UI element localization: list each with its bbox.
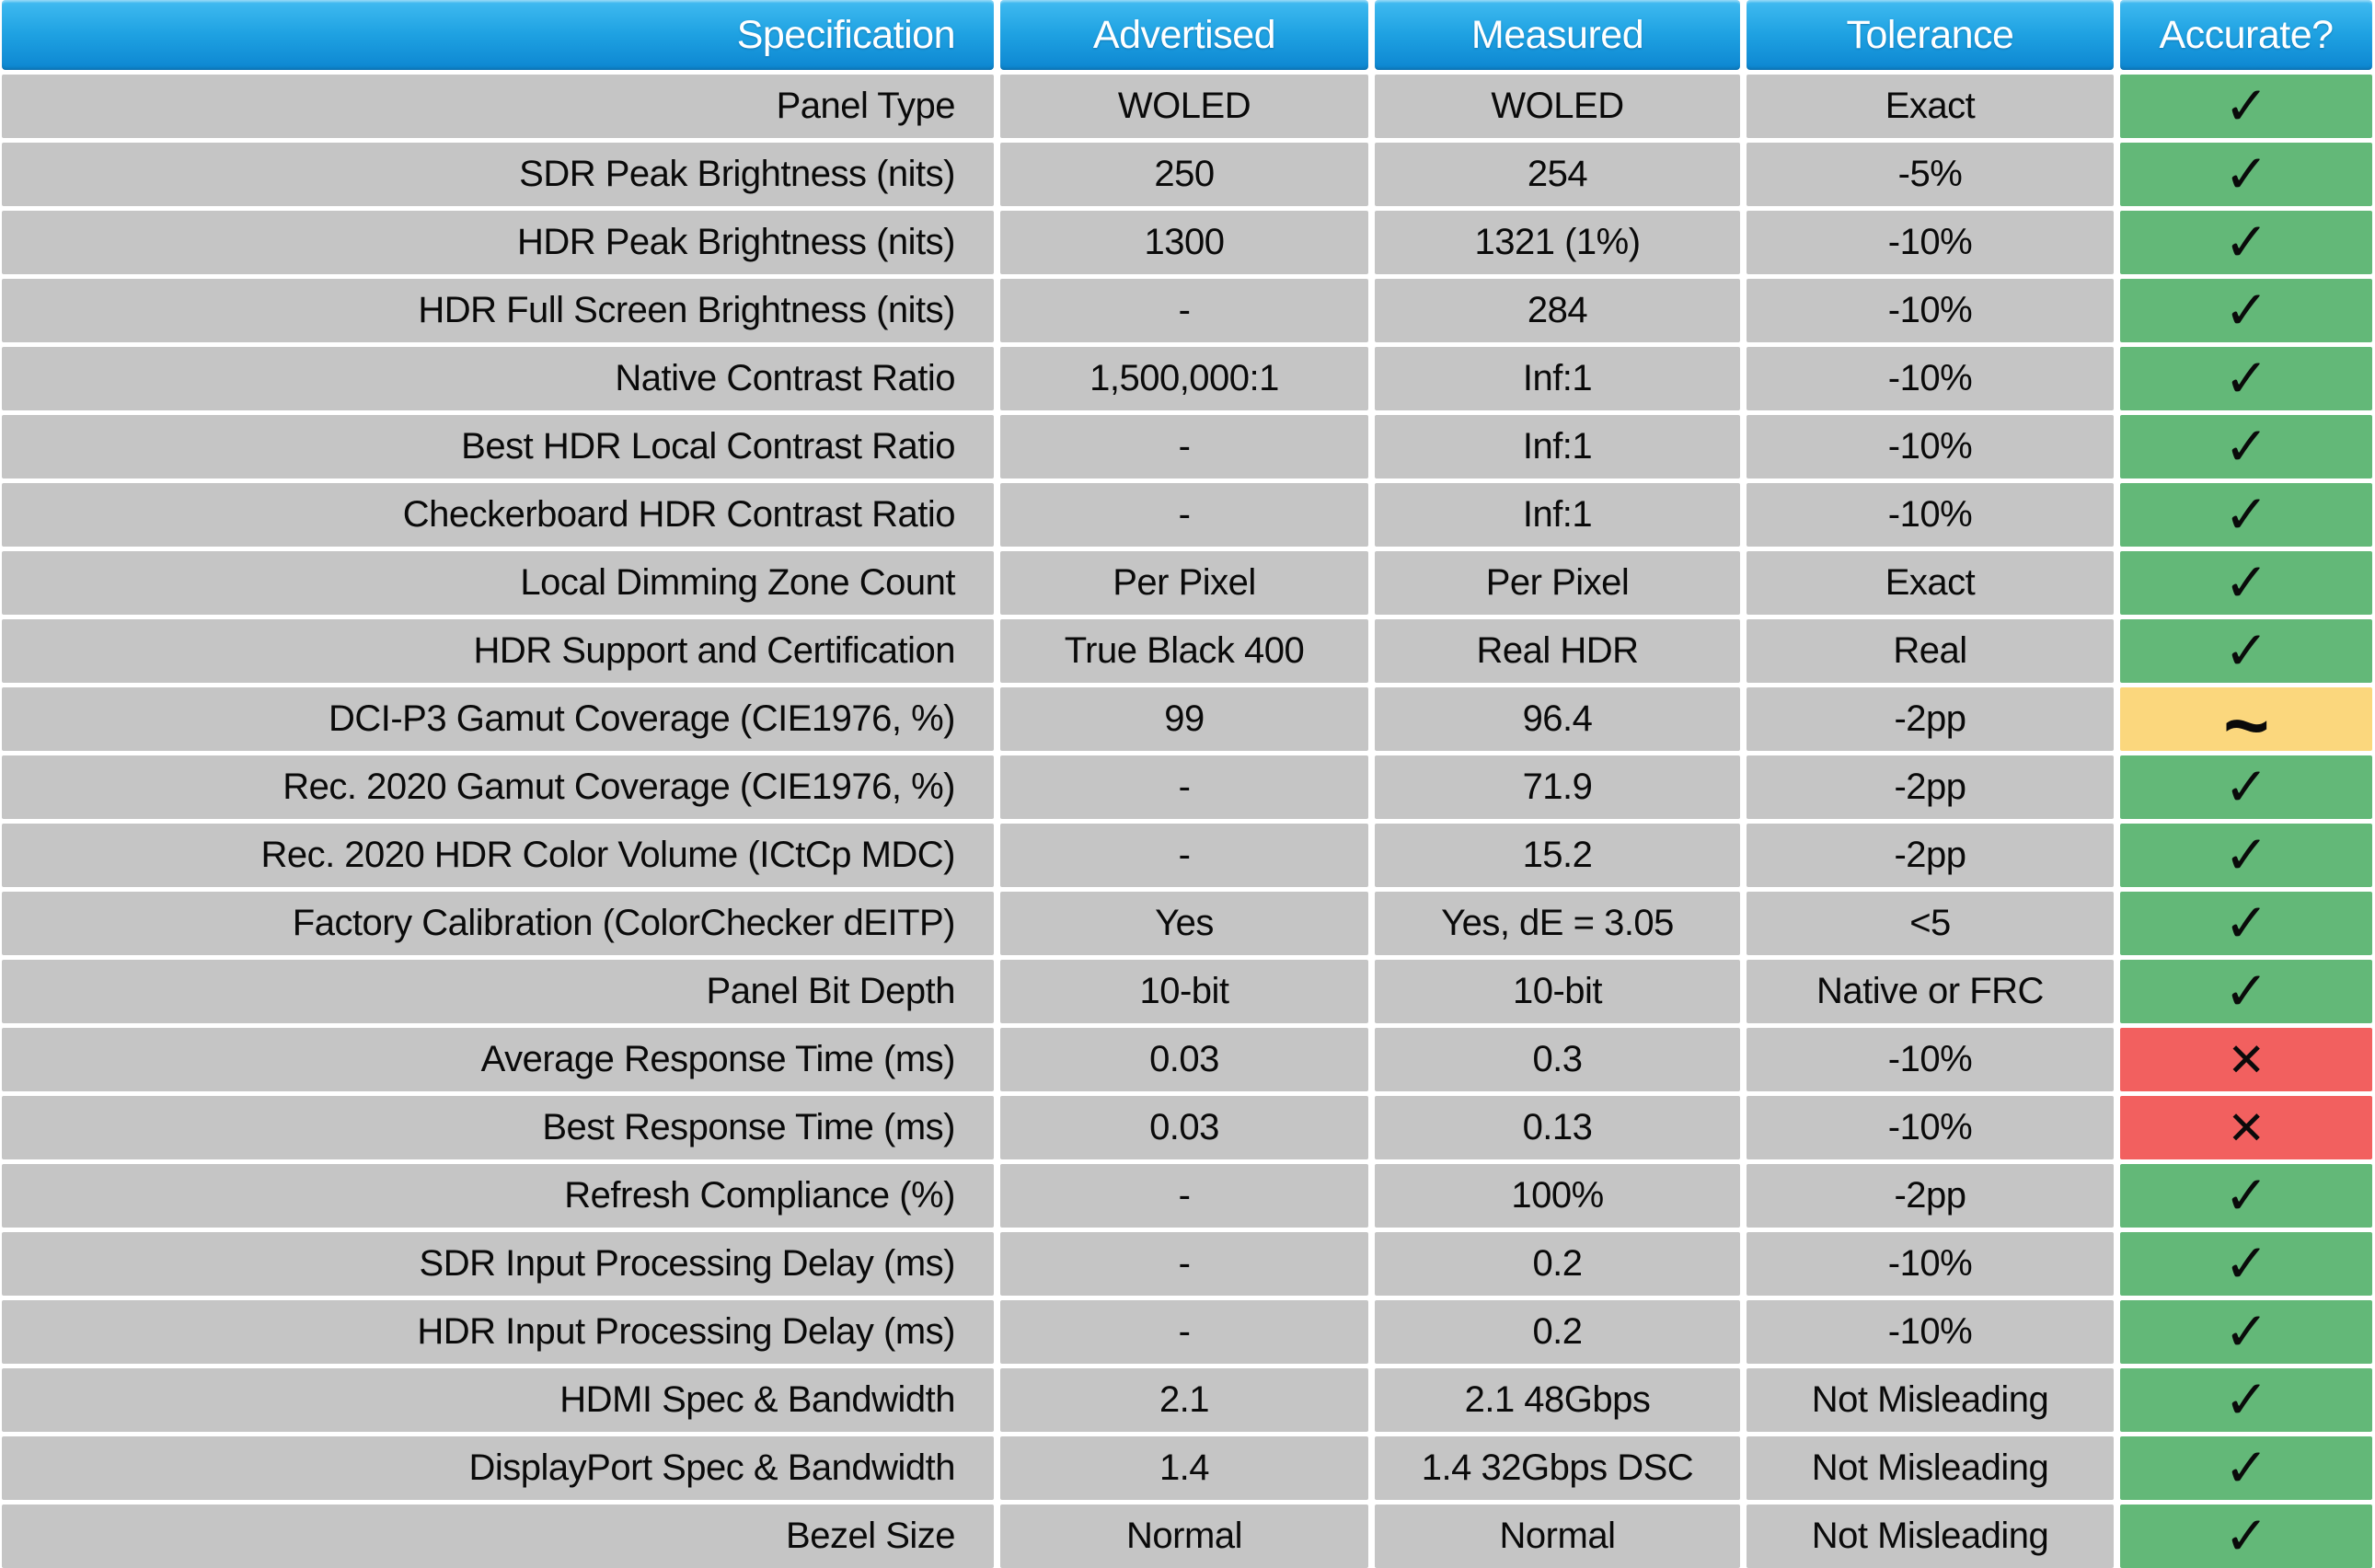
accurate-cell	[2120, 1232, 2372, 1296]
accurate-cell	[2120, 619, 2372, 683]
advertised-cell: -	[1000, 824, 1368, 887]
accurate-cell	[2120, 1368, 2372, 1432]
advertised-cell: -	[1000, 1300, 1368, 1364]
table-row	[2, 1232, 2373, 1296]
spec-cell: Rec. 2020 HDR Color Volume (ICtCp MDC)	[2, 824, 994, 887]
check-icon: ✓	[2223, 1369, 2269, 1430]
spec-cell: SDR Peak Brightness (nits)	[2, 143, 994, 206]
table-row	[2, 75, 2373, 138]
tolerance-cell: <5	[1747, 892, 2114, 955]
tolerance-cell: Native or FRC	[1747, 960, 2114, 1023]
spec-cell: Bezel Size	[2, 1505, 994, 1568]
spec-cell: Rec. 2020 Gamut Coverage (CIE1976, %)	[2, 755, 994, 819]
accurate-cell	[2120, 211, 2372, 274]
tolerance-cell: -2pp	[1747, 1164, 2114, 1228]
check-icon: ✓	[2223, 1301, 2269, 1362]
measured-cell: 0.2	[1375, 1232, 1740, 1296]
col-header-accurate: Accurate?	[2120, 0, 2372, 70]
advertised-cell: 250	[1000, 143, 1368, 206]
advertised-cell: -	[1000, 279, 1368, 342]
table-row	[2, 892, 2373, 955]
measured-cell: WOLED	[1375, 75, 1740, 138]
accurate-cell	[2120, 1028, 2372, 1091]
tolerance-cell: Exact	[1747, 551, 2114, 615]
measured-cell: Yes, dE = 3.05	[1375, 892, 1740, 955]
advertised-cell: Per Pixel	[1000, 551, 1368, 615]
spec-cell: HDR Input Processing Delay (ms)	[2, 1300, 994, 1364]
table-row	[2, 483, 2373, 547]
col-header-tolerance: Tolerance	[1747, 0, 2114, 70]
advertised-cell: 2.1	[1000, 1368, 1368, 1432]
col-header-advertised: Advertised	[1000, 0, 1368, 70]
accurate-cell	[2120, 75, 2372, 138]
accurate-cell	[2120, 483, 2372, 547]
tolerance-cell: -10%	[1747, 211, 2114, 274]
advertised-cell: 1,500,000:1	[1000, 347, 1368, 410]
check-icon: ✓	[2223, 1437, 2269, 1498]
tilde-icon: ~	[2223, 687, 2269, 751]
spec-cell: Best Response Time (ms)	[2, 1096, 994, 1159]
tolerance-cell: Not Misleading	[1747, 1436, 2114, 1500]
spec-cell: Panel Bit Depth	[2, 960, 994, 1023]
advertised-cell: 0.03	[1000, 1028, 1368, 1091]
measured-cell: 10-bit	[1375, 960, 1740, 1023]
spec-cell: HDR Support and Certification	[2, 619, 994, 683]
table-row	[2, 1164, 2373, 1228]
table-row	[2, 687, 2373, 751]
tolerance-cell: Not Misleading	[1747, 1505, 2114, 1568]
advertised-cell: Yes	[1000, 892, 1368, 955]
table-row	[2, 619, 2373, 683]
spec-cell: Local Dimming Zone Count	[2, 551, 994, 615]
accurate-cell	[2120, 892, 2372, 955]
table-row	[2, 960, 2373, 1023]
measured-cell: 100%	[1375, 1164, 1740, 1228]
check-icon: ✓	[2223, 756, 2269, 817]
table-row	[2, 347, 2373, 410]
tolerance-cell: -2pp	[1747, 687, 2114, 751]
measured-cell: Inf:1	[1375, 483, 1740, 547]
col-header-specification: Specification	[2, 0, 994, 70]
col-header-measured: Measured	[1375, 0, 1740, 70]
advertised-cell: 10-bit	[1000, 960, 1368, 1023]
measured-cell: 96.4	[1375, 687, 1740, 751]
tolerance-cell: -5%	[1747, 143, 2114, 206]
accurate-cell	[2120, 415, 2372, 478]
measured-cell: 15.2	[1375, 824, 1740, 887]
check-icon: ✓	[2223, 144, 2269, 204]
measured-cell: 2.1 48Gbps	[1375, 1368, 1740, 1432]
measured-cell: Per Pixel	[1375, 551, 1740, 615]
table-row	[2, 143, 2373, 206]
table-row	[2, 1368, 2373, 1432]
tolerance-cell: Not Misleading	[1747, 1368, 2114, 1432]
advertised-cell: True Black 400	[1000, 619, 1368, 683]
advertised-cell: Normal	[1000, 1505, 1368, 1568]
advertised-cell: -	[1000, 755, 1368, 819]
table-row	[2, 211, 2373, 274]
measured-cell: 284	[1375, 279, 1740, 342]
spec-cell: HDR Full Screen Brightness (nits)	[2, 279, 994, 342]
tolerance-cell: Exact	[1747, 75, 2114, 138]
spec-cell: Refresh Compliance (%)	[2, 1164, 994, 1228]
accurate-cell	[2120, 687, 2372, 751]
check-icon: ✓	[2223, 620, 2269, 681]
check-icon: ✓	[2223, 484, 2269, 545]
tolerance-cell: -10%	[1747, 415, 2114, 478]
table-row	[2, 1300, 2373, 1364]
table-header-row	[2, 0, 2373, 70]
check-icon: ✓	[2223, 1233, 2269, 1294]
accurate-cell	[2120, 960, 2372, 1023]
check-icon: ✓	[2223, 348, 2269, 409]
advertised-cell: 1.4	[1000, 1436, 1368, 1500]
table-row	[2, 824, 2373, 887]
advertised-cell: -	[1000, 1232, 1368, 1296]
accurate-cell	[2120, 1164, 2372, 1228]
spec-cell: Checkerboard HDR Contrast Ratio	[2, 483, 994, 547]
tolerance-cell: -10%	[1747, 1096, 2114, 1159]
spec-cell: Best HDR Local Contrast Ratio	[2, 415, 994, 478]
measured-cell: Inf:1	[1375, 415, 1740, 478]
measured-cell: Normal	[1375, 1505, 1740, 1568]
tolerance-cell: -2pp	[1747, 755, 2114, 819]
check-icon: ✓	[2223, 280, 2269, 340]
spec-cell: Panel Type	[2, 75, 994, 138]
table-row	[2, 1436, 2373, 1500]
accurate-cell	[2120, 347, 2372, 410]
table-row	[2, 415, 2373, 478]
measured-cell: 254	[1375, 143, 1740, 206]
advertised-cell: 99	[1000, 687, 1368, 751]
accurate-cell	[2120, 1300, 2372, 1364]
spec-cell: DCI-P3 Gamut Coverage (CIE1976, %)	[2, 687, 994, 751]
measured-cell: 71.9	[1375, 755, 1740, 819]
check-icon: ✓	[2223, 416, 2269, 477]
accurate-cell	[2120, 551, 2372, 615]
tolerance-cell: -10%	[1747, 279, 2114, 342]
tolerance-cell: -10%	[1747, 1232, 2114, 1296]
check-icon: ✓	[2223, 893, 2269, 953]
measured-cell: 0.2	[1375, 1300, 1740, 1364]
accurate-cell	[2120, 143, 2372, 206]
check-icon: ✓	[2223, 824, 2269, 885]
tolerance-cell: Real	[1747, 619, 2114, 683]
table-row	[2, 755, 2373, 819]
advertised-cell: 0.03	[1000, 1096, 1368, 1159]
advertised-cell: 1300	[1000, 211, 1368, 274]
table-row	[2, 1096, 2373, 1159]
tolerance-cell: -10%	[1747, 483, 2114, 547]
spec-cell: SDR Input Processing Delay (ms)	[2, 1232, 994, 1296]
spec-cell: HDMI Spec & Bandwidth	[2, 1368, 994, 1432]
accurate-cell	[2120, 1436, 2372, 1500]
tolerance-cell: -10%	[1747, 1028, 2114, 1091]
check-icon: ✓	[2223, 1505, 2269, 1566]
table-row	[2, 551, 2373, 615]
measured-cell: 0.13	[1375, 1096, 1740, 1159]
table-row	[2, 1028, 2373, 1091]
spec-cell: Factory Calibration (ColorChecker dEITP)	[2, 892, 994, 955]
advertised-cell: -	[1000, 1164, 1368, 1228]
advertised-cell: -	[1000, 415, 1368, 478]
measured-cell: 1321 (1%)	[1375, 211, 1740, 274]
check-icon: ✓	[2223, 212, 2269, 272]
cross-icon: ✕	[2227, 1101, 2265, 1154]
check-icon: ✓	[2223, 1165, 2269, 1226]
advertised-cell: WOLED	[1000, 75, 1368, 138]
spec-cell: DisplayPort Spec & Bandwidth	[2, 1436, 994, 1500]
accurate-cell	[2120, 1096, 2372, 1159]
tolerance-cell: -10%	[1747, 1300, 2114, 1364]
measured-cell: 1.4 32Gbps DSC	[1375, 1436, 1740, 1500]
advertised-cell: -	[1000, 483, 1368, 547]
measured-cell: 0.3	[1375, 1028, 1740, 1091]
spec-cell: HDR Peak Brightness (nits)	[2, 211, 994, 274]
check-icon: ✓	[2223, 75, 2269, 136]
cross-icon: ✕	[2227, 1033, 2265, 1086]
accurate-cell	[2120, 755, 2372, 819]
spec-cell: Average Response Time (ms)	[2, 1028, 994, 1091]
measured-cell: Inf:1	[1375, 347, 1740, 410]
table-row	[2, 279, 2373, 342]
check-icon: ✓	[2223, 552, 2269, 613]
spec-cell: Native Contrast Ratio	[2, 347, 994, 410]
accurate-cell	[2120, 824, 2372, 887]
tolerance-cell: -2pp	[1747, 824, 2114, 887]
accurate-cell	[2120, 279, 2372, 342]
measured-cell: Real HDR	[1375, 619, 1740, 683]
tolerance-cell: -10%	[1747, 347, 2114, 410]
check-icon: ✓	[2223, 961, 2269, 1021]
